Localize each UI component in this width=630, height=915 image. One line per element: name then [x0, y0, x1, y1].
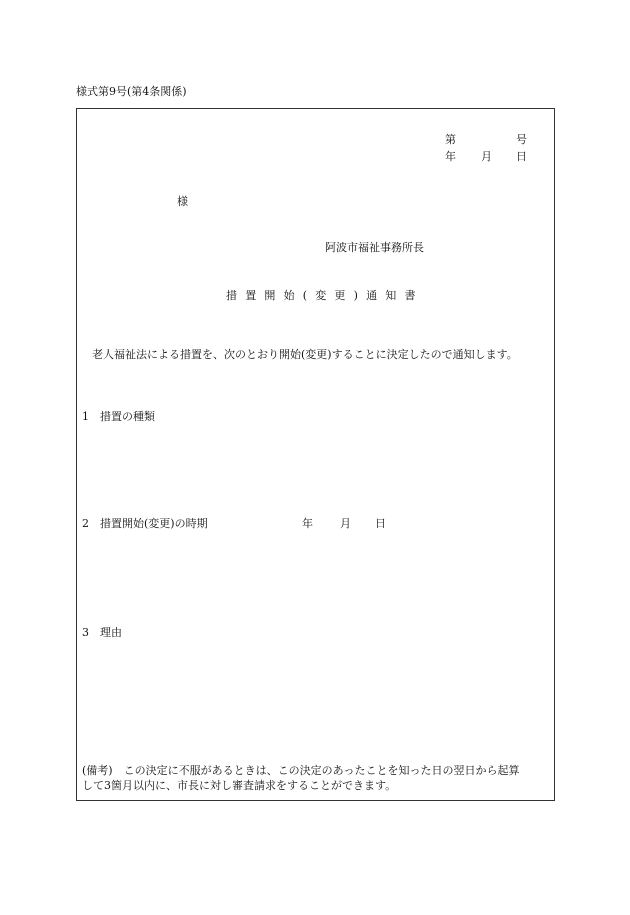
item-start-month: 月	[340, 517, 351, 530]
title-char: 置	[245, 289, 257, 302]
remarks-line-1: (備考) この決定に不服があるときは、この決定のあったことを知った日の翌日から起算	[82, 764, 520, 777]
title-char: 開	[264, 289, 276, 302]
notice-body: 老人福祉法による措置を、次のとおり開始(変更)することに決定したので通知します。	[92, 348, 518, 361]
document-title	[226, 290, 424, 301]
title-char: 書	[404, 289, 416, 302]
addressee-suffix: 様	[177, 195, 188, 208]
title-char: (	[302, 289, 308, 302]
item-start-day: 日	[375, 517, 386, 530]
remarks-line-2: して3箇月以内に、市長に対し審査請求をすることができます。	[82, 779, 397, 792]
title-char: 始	[283, 289, 295, 302]
title-char: 通	[366, 289, 378, 302]
title-char: )	[353, 289, 358, 302]
title-char: 更	[334, 289, 346, 302]
item-start-period: 2 措置開始(変更)の時期	[82, 517, 208, 530]
document-number-suffix: 号	[516, 133, 527, 146]
issuer-name: 阿波市福祉事務所長	[325, 241, 424, 254]
document-frame	[76, 108, 555, 801]
item-start-year: 年	[302, 517, 313, 530]
title-char: 知	[385, 289, 397, 302]
document-number-prefix: 第	[445, 133, 456, 146]
title-char: 変	[315, 289, 327, 302]
form-label: 様式第9号(第4条関係)	[76, 85, 187, 98]
date-month: 月	[481, 150, 492, 163]
item-reason: 3 理由	[82, 626, 122, 639]
item-measure-type: 1 措置の種類	[82, 410, 155, 423]
title-char: 措	[226, 289, 237, 302]
date-year: 年	[445, 150, 456, 163]
date-day: 日	[516, 150, 527, 163]
